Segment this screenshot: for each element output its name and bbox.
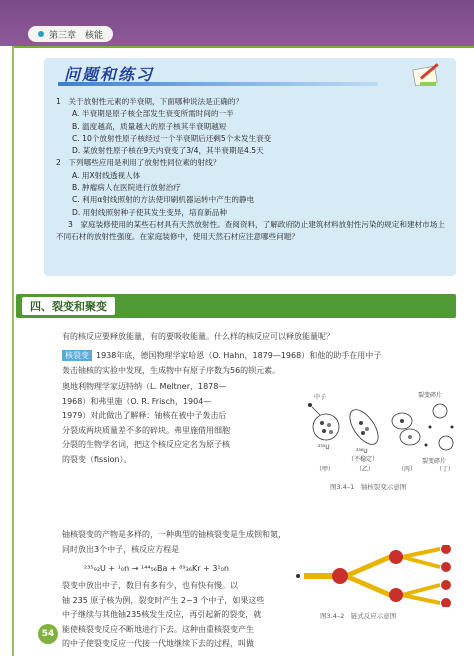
option-2b: B. 肿瘤病人在医院进行放射治疗: [72, 183, 181, 193]
section-header: [16, 294, 456, 318]
chapter-label: 第三章 核能: [49, 30, 104, 41]
label-fragments-2: 裂变碎片: [422, 458, 447, 465]
nucleus-gen3: [441, 562, 451, 572]
exercise-header: [44, 58, 456, 88]
figure2-caption: 图3.4–2 链式反应示意图: [320, 612, 397, 620]
u236-nucleus: [344, 405, 383, 449]
fragment-top: [433, 404, 447, 418]
nucleus-gen3: [441, 598, 451, 607]
fission-p4-line: 裂变中放出中子，数目有多有少，也有快有慢。以: [62, 581, 238, 590]
page-number: 54: [38, 624, 58, 644]
fission-label: 核裂变: [62, 350, 92, 361]
option-2c: C. 利用α射线照射的方法使印刷机器运转中产生的静电: [72, 195, 255, 205]
fission-line-1: [62, 350, 381, 361]
label-unstable: （不稳定）: [348, 456, 379, 463]
neutron-dot: [308, 403, 312, 407]
start-neutron: [296, 574, 300, 578]
fission-p3: 铀核裂变的产物是多样的，一种典型的铀核裂变是生成钡和氪，同时放出3个中子，核反应方程是: [62, 530, 286, 554]
sub-label-1: （甲）: [316, 466, 335, 473]
question-2: 2 下列哪些应用是利用了放射性同位素的射线？: [56, 158, 221, 168]
option-2d: D. 用射线照射种子使其发生变异，培育新品种: [72, 207, 227, 217]
margin-line: [12, 46, 14, 656]
bullet-icon: [38, 31, 44, 37]
figure1-caption: 图3.4–1 铀核裂变示意图: [330, 483, 407, 491]
question-3: 3 家庭装修使用的某些石材具有天然放射性。查阅资料，了解政府防止建筑材料放射性污染的规定和建材市场上不同石材的放射性强度。在家庭装修中，使用天然石材应注意哪些问题？: [56, 219, 445, 242]
fission-p4-line: 能使核裂变反应不断地进行下去。这种由重核裂变产生: [62, 624, 254, 634]
option-1a: A. 半衰期是原子核全部发生衰变所需时间的一半: [72, 109, 234, 119]
nucleus-gen3: [441, 580, 451, 590]
fragment-bottom: [439, 436, 453, 450]
header-divider: [12, 46, 474, 48]
fission-p1-first: 1938年底，德国物理学家哈恩（O. Hahn，1879—1968）和他的助手在用中子: [96, 351, 382, 360]
sub-label-4: （丁）: [436, 466, 455, 473]
label-u236: ²³⁶U: [356, 448, 368, 455]
option-1c: C. 10个放射性原子核经过一个半衰期后还剩5个未发生衰变: [72, 133, 272, 143]
fission-p4-line: 中子继续与其他铀235核发生反应，再引起新的裂变，就: [62, 610, 262, 619]
nucleus-gen2: [389, 550, 403, 564]
question-1: 1 关于放射性元素的半衰期，下面哪种说法是正确的？: [56, 97, 244, 106]
option-1d: D. 某放射性原子核在9天内衰变了3/4，其半衰期是4.5天: [72, 146, 264, 156]
exercise-panel: [44, 58, 456, 276]
nucleus-gen1: [332, 568, 348, 584]
chapter-header-bar: [0, 0, 474, 46]
intro-text: 有的核反应要释放能量，有的要吸收能量。什么样的核反应可以释放能量呢？: [62, 332, 334, 341]
label-fragments: 裂变碎片: [418, 392, 443, 399]
option-2a: A. 用X射线透视人体: [72, 170, 141, 180]
chapter-tag: [28, 26, 113, 42]
label-u235: ²³⁵U: [318, 444, 330, 451]
uranium-fission-diagram: [298, 385, 458, 480]
nucleus-gen3: [441, 545, 451, 554]
section-title: 四、裂变和聚变: [22, 297, 115, 315]
u235-nucleus: [313, 414, 339, 440]
fission-p4-line: 铀 235 原子核为例，裂变时产生 2~3 个中子，如果这些: [62, 595, 265, 605]
sub-label-3: （丙）: [398, 466, 417, 473]
fission-p4: [62, 579, 290, 652]
fission-equation: ²³⁵₉₂U + ¹₀n → ¹⁴⁴₅₆Ba + ⁸⁹₃₆Kr + 3¹₀n: [84, 564, 229, 573]
question-list: [56, 96, 448, 244]
option-1b: B. 温度越高，质量越大的原子核其半衰期越短: [72, 121, 227, 131]
fission-p1-second: 轰击铀核的实验中发现，生成物中有原子序数为56的钡元素。: [62, 366, 281, 375]
chain-reaction-diagram: [290, 545, 460, 607]
label-neutron: 中子: [314, 394, 327, 401]
nucleus-gen2: [389, 588, 403, 602]
fission-p4-line: 的中子使裂变反应一代接一代地继续下去的过程，叫做: [62, 639, 254, 648]
fission-p2: 奥地利物理学家迈特纳（L. Meltner，1878—1968）和弗里施（O. R. Frisch，1904—1979）对此做出了解释：铀核在被中子轰击后分裂成两块质量差不多的碎块。弗里施借用细胞分裂的生物学名词，把这个核反应定名为原子核的裂变（fission）。: [62, 382, 230, 464]
pencil-note-icon: [406, 60, 446, 90]
exercise-title: 问题和练习: [64, 65, 155, 84]
sub-label-2: （乙）: [356, 466, 375, 473]
